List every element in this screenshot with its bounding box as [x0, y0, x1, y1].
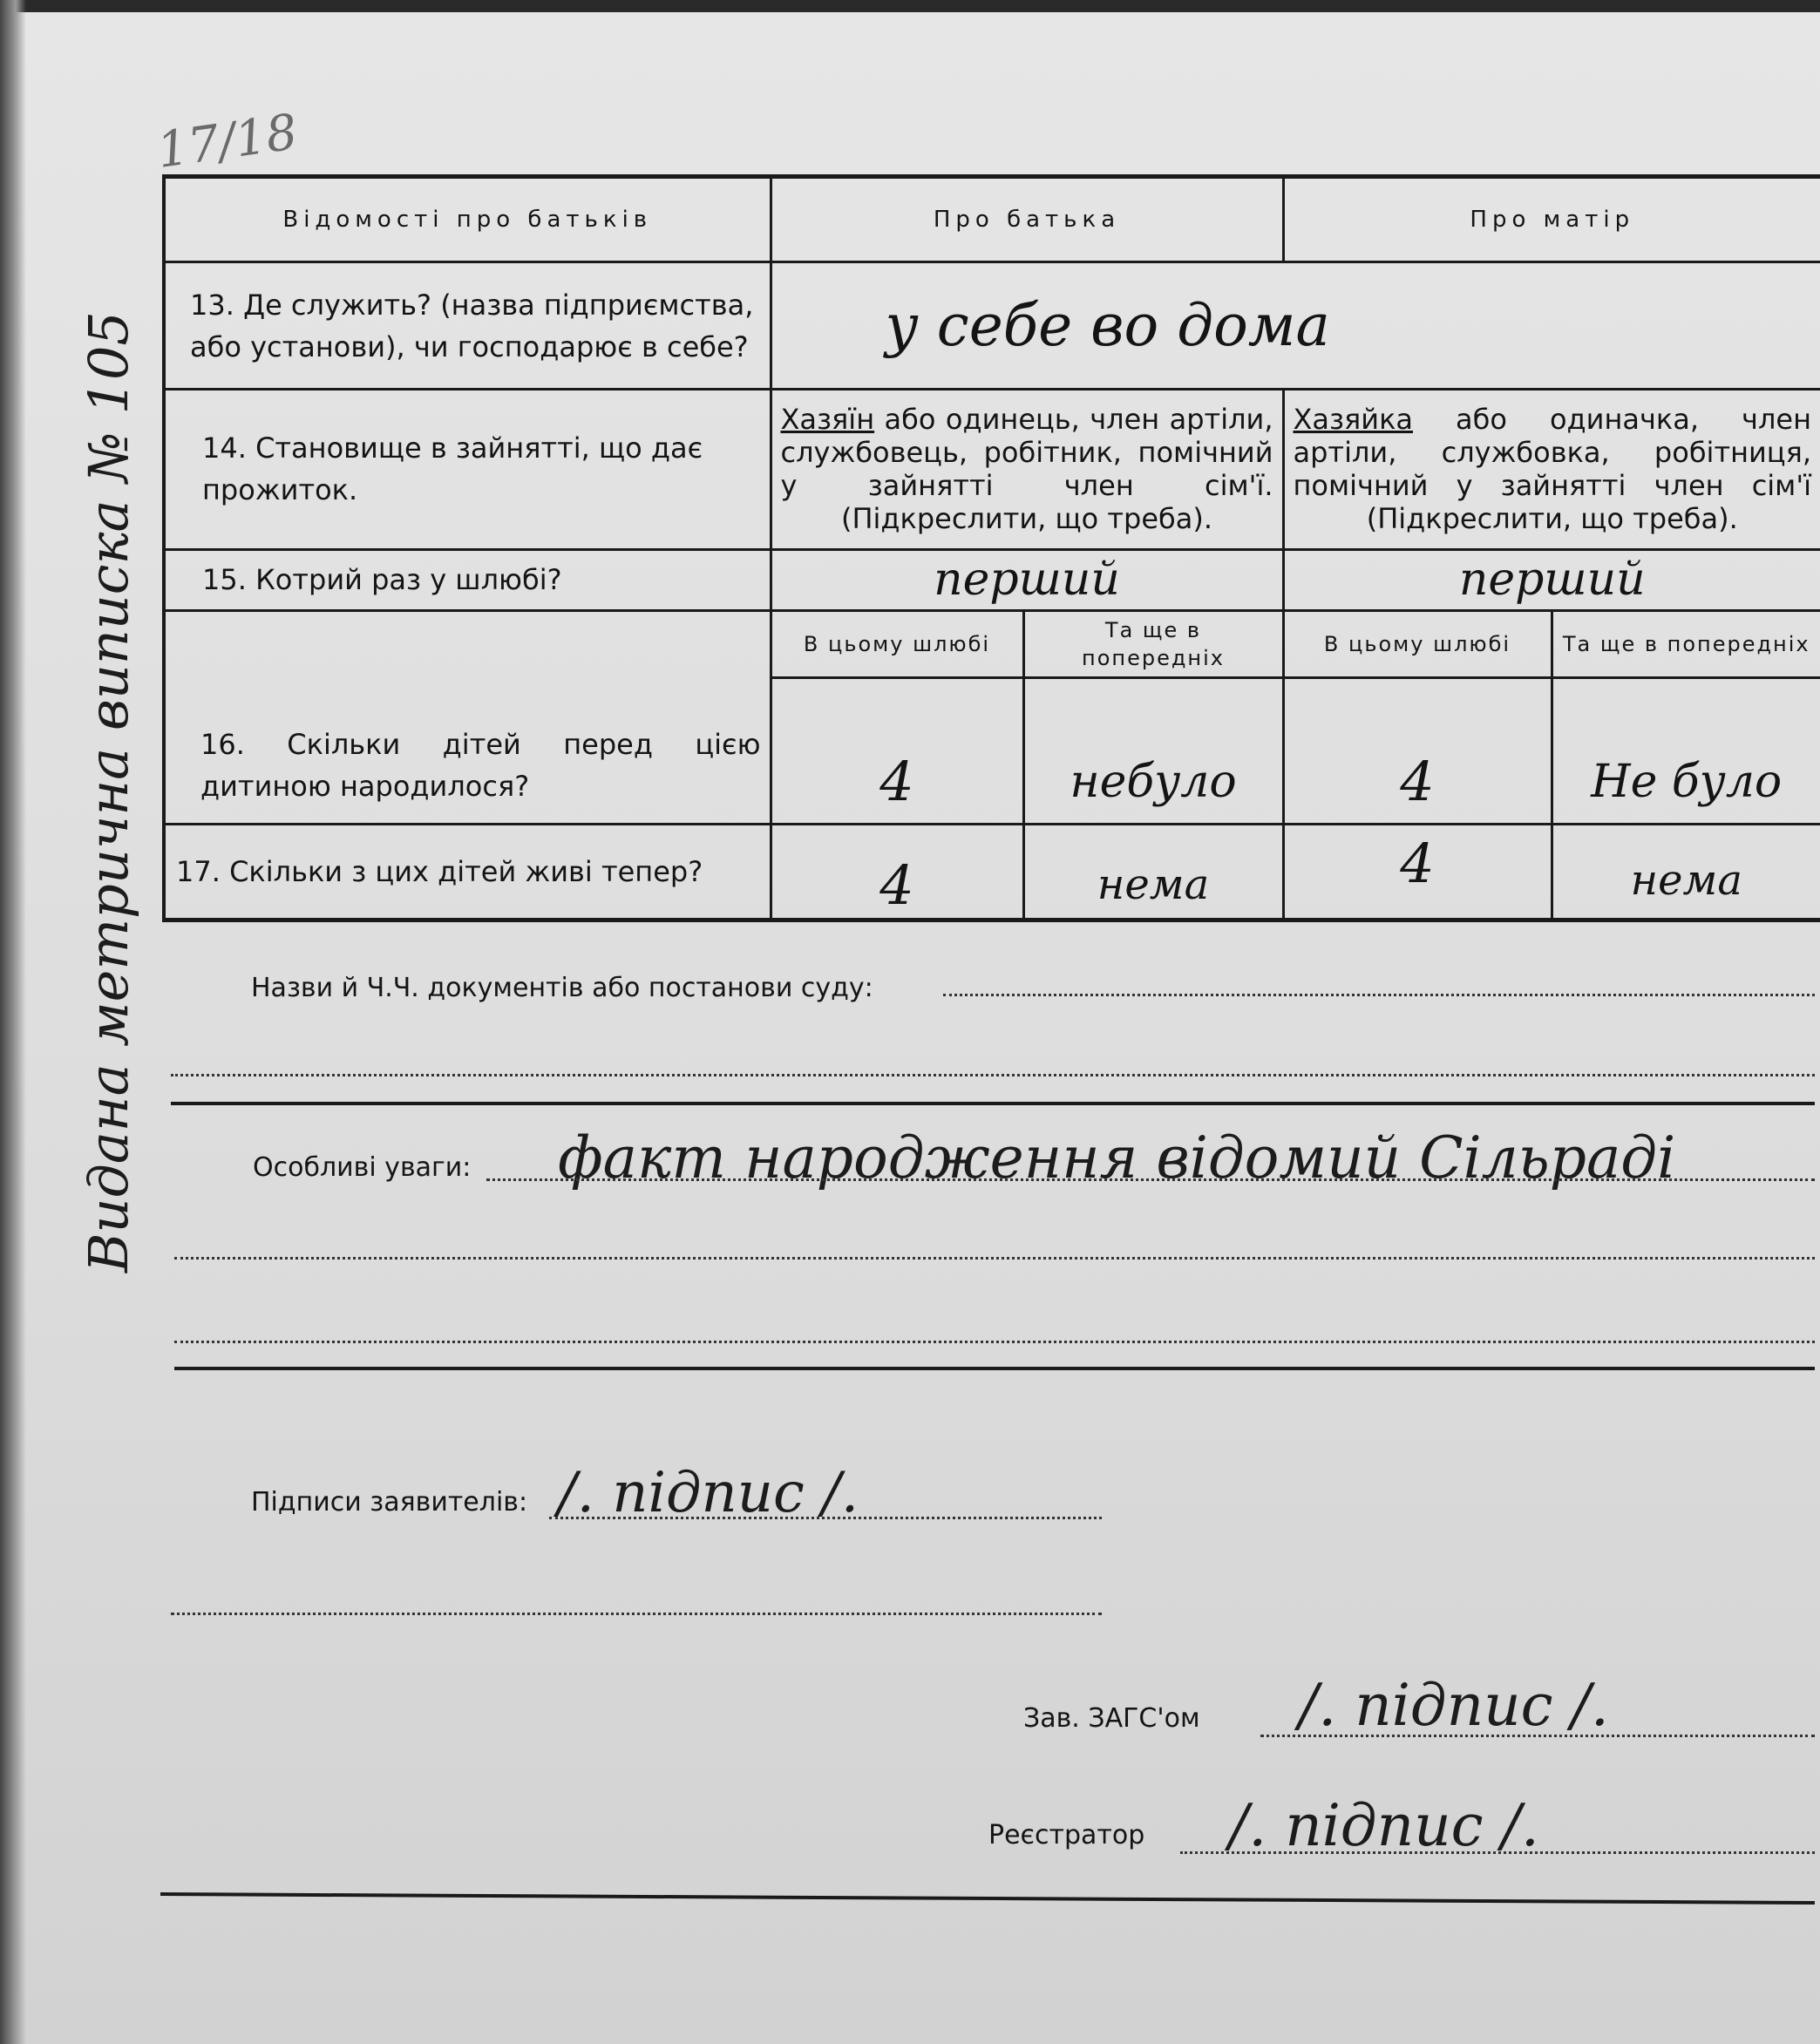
header-father: Про батька [771, 177, 1283, 262]
q17-mother-prev: нема [1630, 856, 1742, 906]
applicants-line-2 [171, 1613, 1102, 1615]
q15-label: 15. Котрий раз у шлюбі? [164, 550, 771, 611]
remarks-line-3 [174, 1341, 1815, 1343]
q16-father-this-cell [771, 678, 1023, 825]
q16-father-prev: небуло [1070, 755, 1237, 808]
q17-father-this: 4 [879, 852, 914, 917]
section-divider-2 [174, 1367, 1815, 1370]
q13-answer: у себе во дома [885, 292, 1330, 359]
head-label: Зав. ЗАГС'ом [1023, 1703, 1200, 1734]
documents-label: Назви й Ч.Ч. документів або постанови суду: [251, 973, 873, 1003]
q17-mother-this: 4 [1400, 831, 1435, 895]
applicants-label: Підписи заявителів: [251, 1487, 528, 1518]
q13-label: 13. Де служить? (назва підприємства, або установи), чи господарює в себе? [164, 262, 771, 389]
q14-label: 14. Становище в зайнятті, що дає прожиток. [164, 389, 771, 549]
row-13 [164, 262, 1820, 389]
row-14 [164, 389, 1820, 549]
scan-left-edge [0, 0, 26, 2044]
registrar-label: Реєстратор [988, 1820, 1145, 1850]
q17-father-prev-cell [1023, 825, 1283, 920]
archive-number: 17/18 [153, 104, 302, 180]
q14-mother-options [1283, 389, 1820, 549]
header-mother: Про матір [1283, 177, 1820, 262]
parents-info-table [162, 174, 1820, 922]
subheader-row [164, 610, 1820, 678]
father-previous-header: Та ще в попередніх [1023, 610, 1283, 678]
q17-father-this-cell [771, 825, 1023, 920]
q16-father-this: 4 [879, 750, 914, 814]
mother-this-marriage-header: В цьому шлюбі [1283, 610, 1552, 678]
q15-mother-cell [1283, 550, 1820, 611]
q17-father-prev: нема [1097, 860, 1210, 910]
q14-mother-rest: або одиначка, член артіли, службовка, робітниця, помічний у зайнятті член сім'ї (Підкреслити, що треба). [1293, 403, 1812, 536]
q16-mother-prev: Не було [1591, 755, 1783, 808]
q14-father-options [771, 389, 1283, 549]
q14-father-rest: або одинець, член артіли, службовець, робітник, помічний у зайнятті член сім'ї. (Підкреслити, що треба). [780, 403, 1273, 536]
q16-label-cell [164, 610, 771, 825]
applicants-signature: /. підпис /. [558, 1461, 859, 1525]
q17-label: 17. Скільки з цих дітей живі тепер? [164, 825, 771, 920]
q15-father-cell [771, 550, 1283, 611]
remarks-value: факт народження відомий Сільраді [558, 1124, 1676, 1192]
remarks-line-1 [486, 1178, 1815, 1181]
q16-mother-prev-cell [1552, 678, 1820, 825]
section-divider-1 [171, 1102, 1815, 1105]
table-header-row [164, 177, 1820, 262]
registrar-signature: /. підпис /. [1229, 1792, 1539, 1859]
applicants-line-1 [549, 1517, 1102, 1519]
row-15 [164, 550, 1820, 611]
q16-mother-this-cell [1283, 678, 1552, 825]
header-about-parents: Відомості про батьків [164, 177, 771, 262]
q13-answer-cell [771, 262, 1820, 389]
registrar-line [1180, 1851, 1815, 1854]
q14-mother-underlined: Хазяйка [1293, 403, 1414, 437]
documents-line-1 [943, 994, 1815, 996]
head-line [1260, 1735, 1815, 1737]
father-this-marriage-header: В цьому шлюбі [771, 610, 1023, 678]
q14-father-underlined: Хазяїн [780, 403, 875, 437]
q15-father-answer: перший [934, 553, 1120, 607]
bottom-rule [160, 1892, 1815, 1905]
q17-mother-this-cell [1283, 825, 1552, 920]
row-17 [164, 825, 1820, 920]
q16-mother-this: 4 [1400, 750, 1435, 814]
head-signature: /. підпис /. [1299, 1672, 1609, 1739]
mother-previous-header: Та ще в попередніх [1552, 610, 1820, 678]
q16-label: 16. Скільки дітей перед цією дитиною народилося? [200, 728, 761, 804]
documents-line-2 [171, 1074, 1815, 1076]
margin-note: Видана метрична виписка № 105 [77, 311, 140, 1273]
scan-top-edge [0, 0, 1820, 12]
q15-mother-answer: перший [1458, 553, 1646, 607]
remarks-line-2 [174, 1257, 1815, 1260]
remarks-label: Особливі уваги: [253, 1152, 472, 1183]
q16-father-prev-cell [1023, 678, 1283, 825]
q17-mother-prev-cell [1552, 825, 1820, 920]
